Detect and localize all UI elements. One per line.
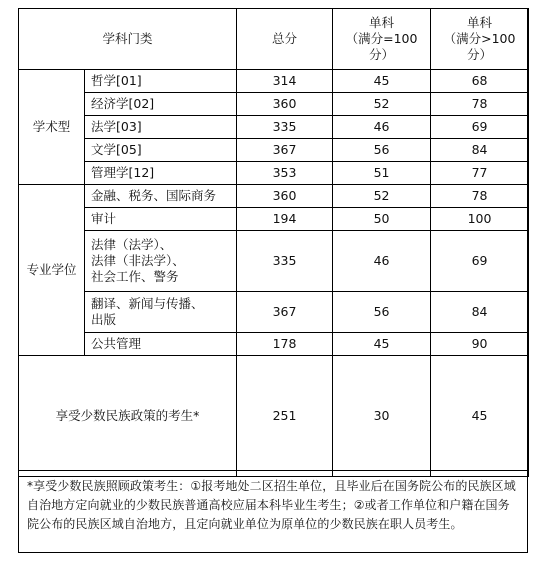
single-100-score: 56: [333, 139, 431, 162]
group-professional: 专业学位: [19, 185, 85, 356]
footnote: *享受少数民族照顾政策考生：①报考地处二区招生单位，且毕业后在国务院公布的民族区域自治地方定向就业的少数民族普通高校应届本科毕业生考生；②或者工作单位和户籍在国务院公布的民族区域自治地方，且定向就业单位为原单位的少数民族在职人员考生。: [19, 470, 527, 552]
table-row: [19, 139, 529, 162]
header-category: 学科门类: [19, 9, 237, 70]
single-over-100-score: 77: [431, 162, 529, 185]
table-row: [19, 162, 529, 185]
header-row: [19, 9, 529, 70]
subject-name: 公共管理: [85, 333, 237, 356]
single-100-score: 46: [333, 231, 431, 292]
subject-name: 法律（法学）、 法律（非法学）、 社会工作、警务: [85, 231, 237, 292]
subject-name: 审计: [85, 208, 237, 231]
total-score: 335: [237, 116, 333, 139]
score-table: [18, 8, 529, 477]
single-100-score: 52: [333, 185, 431, 208]
total-score: 194: [237, 208, 333, 231]
single-over-100-score: 90: [431, 333, 529, 356]
total-score: 353: [237, 162, 333, 185]
total-score: 367: [237, 292, 333, 333]
single-over-100-score: 78: [431, 185, 529, 208]
subject-name: 法学[03]: [85, 116, 237, 139]
table-row: [19, 116, 529, 139]
header-total: 总分: [237, 9, 333, 70]
single-over-100-score: 45: [431, 356, 529, 477]
single-over-100-score: 84: [431, 292, 529, 333]
group-academic: 学术型: [19, 70, 85, 185]
table-row: [19, 231, 529, 292]
total-score: 178: [237, 333, 333, 356]
table-row: [19, 93, 529, 116]
subject-name: 哲学[01]: [85, 70, 237, 93]
single-100-score: 30: [333, 356, 431, 477]
single-over-100-score: 84: [431, 139, 529, 162]
single-100-score: 46: [333, 116, 431, 139]
total-score: 367: [237, 139, 333, 162]
table-row-minority: [19, 356, 529, 477]
total-score: 251: [237, 356, 333, 477]
minority-label: 享受少数民族政策的考生*: [19, 356, 237, 477]
total-score: 360: [237, 185, 333, 208]
header-single-100: 单科 （满分=100 分）: [333, 9, 431, 70]
table-row: [19, 292, 529, 333]
single-over-100-score: 69: [431, 231, 529, 292]
total-score: 314: [237, 70, 333, 93]
single-over-100-score: 69: [431, 116, 529, 139]
table-row: [19, 333, 529, 356]
table-row: [19, 70, 529, 93]
total-score: 335: [237, 231, 333, 292]
single-over-100-score: 100: [431, 208, 529, 231]
single-over-100-score: 68: [431, 70, 529, 93]
subject-name: 翻译、新闻与传播、 出版: [85, 292, 237, 333]
single-100-score: 50: [333, 208, 431, 231]
table-row: [19, 185, 529, 208]
single-over-100-score: 78: [431, 93, 529, 116]
header-single-over-100: 单科 （满分>100 分）: [431, 9, 529, 70]
subject-name: 金融、税务、国际商务: [85, 185, 237, 208]
single-100-score: 45: [333, 333, 431, 356]
single-100-score: 52: [333, 93, 431, 116]
single-100-score: 56: [333, 292, 431, 333]
single-100-score: 51: [333, 162, 431, 185]
table-row: [19, 208, 529, 231]
total-score: 360: [237, 93, 333, 116]
single-100-score: 45: [333, 70, 431, 93]
subject-name: 文学[05]: [85, 139, 237, 162]
subject-name: 管理学[12]: [85, 162, 237, 185]
subject-name: 经济学[02]: [85, 93, 237, 116]
